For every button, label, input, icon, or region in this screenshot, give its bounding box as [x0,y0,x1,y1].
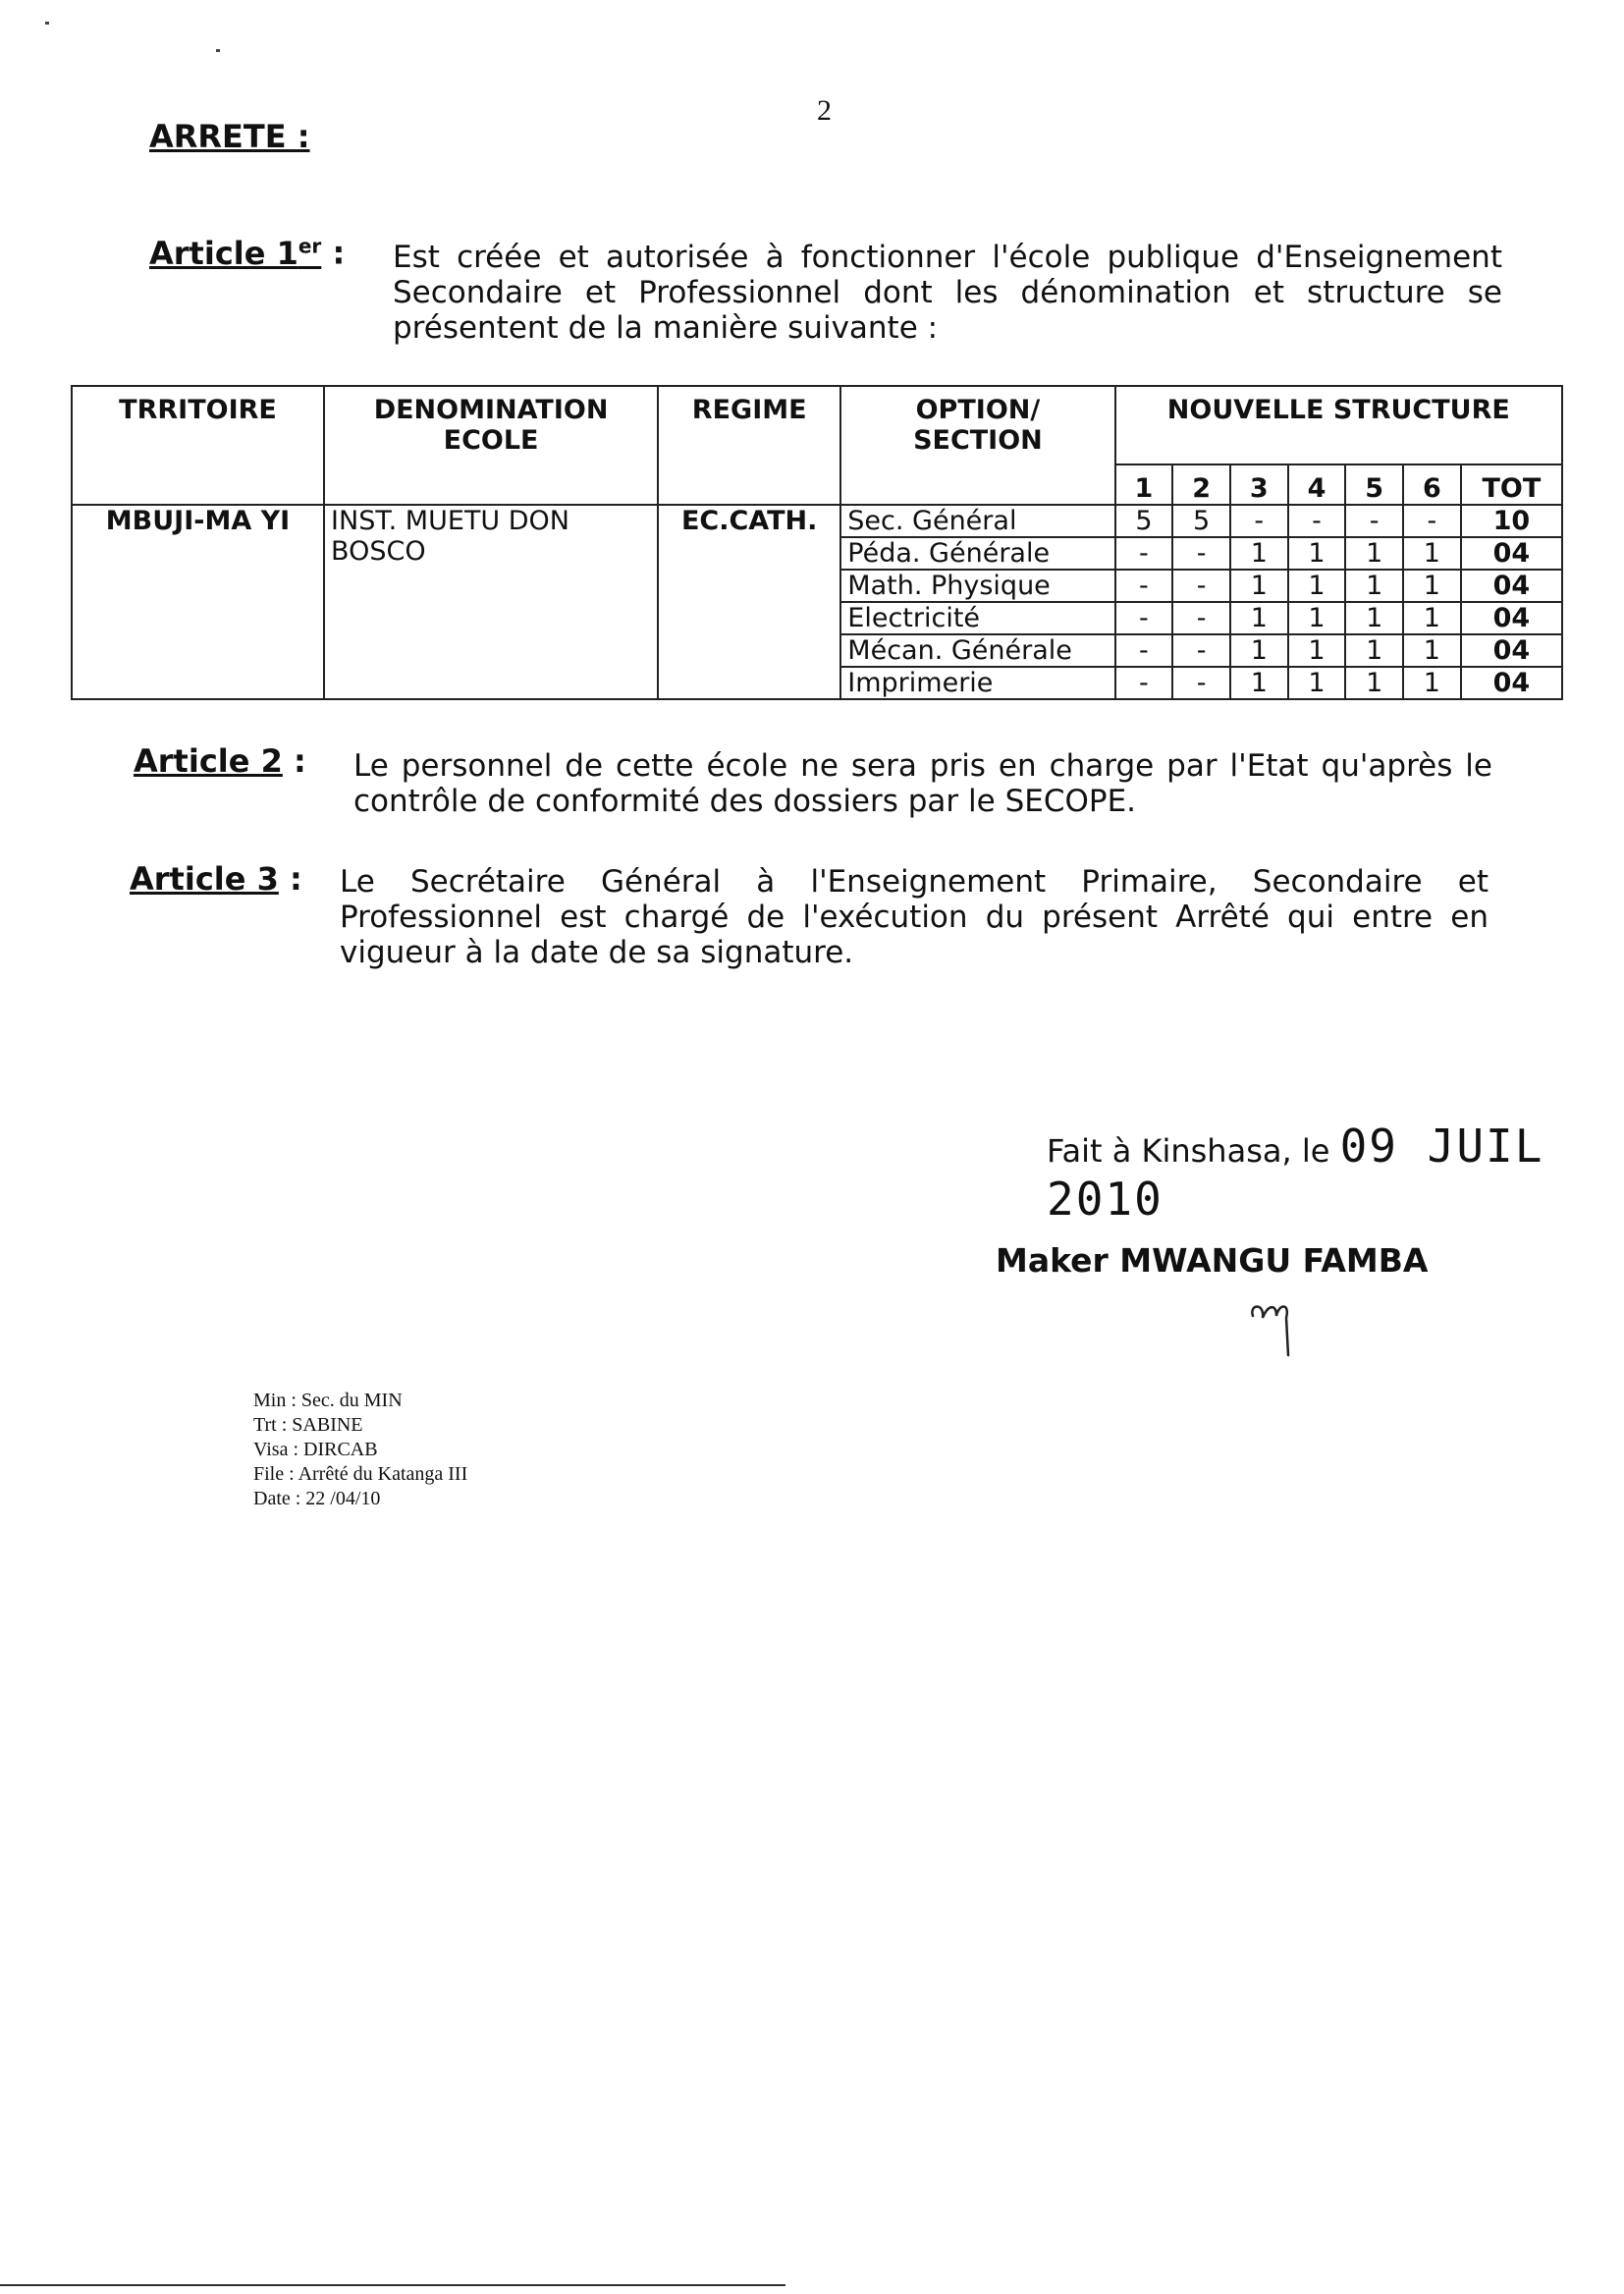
cell-value: 1 [1403,537,1461,570]
cell-value: 1 [1288,634,1346,667]
meta-line: Trt : SABINE [253,1414,363,1436]
cell-value: - [1288,505,1346,537]
cell-total: 04 [1461,570,1562,602]
cell-value: 1 [1230,537,1288,570]
header-territoire: TRRITOIRE [72,386,324,505]
cell-value: 5 [1115,505,1173,537]
handwritten-signature [1247,1296,1316,1365]
header-col-6: 6 [1403,464,1461,505]
meta-line: File : Arrêté du Katanga III [253,1463,468,1485]
meta-line: Visa : DIRCAB [253,1439,378,1460]
article-2-label: Article 2 : [134,742,306,780]
school-structure-table [71,385,1563,700]
cell-total: 04 [1461,537,1562,570]
signer-name: Maker MWANGU FAMBA [996,1241,1429,1280]
cell-value: 1 [1288,667,1346,699]
decree-heading: ARRETE : [149,118,310,155]
cell-value: - [1172,537,1230,570]
cell-value: - [1345,505,1403,537]
scan-speck [216,49,220,52]
cell-value: - [1115,570,1173,602]
cell-value: - [1115,667,1173,699]
cell-total: 04 [1461,667,1562,699]
header-col-3: 3 [1230,464,1288,505]
cell-value: 1 [1345,634,1403,667]
cell-value: 1 [1403,634,1461,667]
cell-regime: EC.CATH. [658,505,840,699]
cell-value: - [1115,634,1173,667]
cell-value: 1 [1403,667,1461,699]
cell-option: Imprimerie [840,667,1114,699]
cell-option: Electricité [840,602,1114,634]
cell-value: 1 [1345,570,1403,602]
meta-line: Date : 22 /04/10 [253,1488,381,1509]
table-header-row [72,386,1562,464]
cell-total: 10 [1461,505,1562,537]
cell-value: 1 [1230,570,1288,602]
article-1-text: Est créée et autorisée à fonctionner l'école publique d'Enseignement Secondaire et Professionnel dont les dénomination et structure se présentent de la manière suivante : [393,240,1502,346]
header-col-2: 2 [1172,464,1230,505]
cell-value: 1 [1345,537,1403,570]
cell-value: 1 [1345,602,1403,634]
cell-total: 04 [1461,602,1562,634]
article-3-text: Le Secrétaire Général à l'Enseignement Primaire, Secondaire et Professionnel est chargé de l'exécution du présent Arrêté qui entre en vigueur à la date de sa signature. [340,864,1489,970]
cell-value: 1 [1345,667,1403,699]
cell-value: 1 [1403,602,1461,634]
cell-value: - [1172,634,1230,667]
table-row [72,505,1562,537]
place-date-line [1047,1120,1624,1226]
cell-option: Péda. Générale [840,537,1114,570]
cell-value: 1 [1230,634,1288,667]
date-stamp: 09 JUIL 2010 [1047,1120,1544,1226]
cell-value: 1 [1230,667,1288,699]
header-col-5: 5 [1345,464,1403,505]
cell-value: 1 [1403,570,1461,602]
cell-value: - [1172,602,1230,634]
cell-value: - [1230,505,1288,537]
cell-denomination: INST. MUETU DON BOSCO [324,505,658,699]
cell-value: 1 [1288,537,1346,570]
article-1-label: Article 1er : [149,234,346,272]
cell-value: 5 [1172,505,1230,537]
cell-value: - [1115,537,1173,570]
header-col-4: 4 [1288,464,1346,505]
header-regime: REGIME [658,386,840,505]
file-reference-block [253,1389,467,1511]
cell-value: - [1403,505,1461,537]
cell-total: 04 [1461,634,1562,667]
article-2-text: Le personnel de cette école ne sera pris en charge par l'Etat qu'après le contrôle de conformité des dossiers par le SECOPE. [353,748,1492,819]
cell-value: 1 [1288,602,1346,634]
scan-speck [45,22,49,25]
cell-value: 1 [1230,602,1288,634]
cell-option: Math. Physique [840,570,1114,602]
cell-value: - [1115,602,1173,634]
cell-territoire: MBUJI-MA YI [72,505,324,699]
page-number: 2 [817,94,832,127]
cell-option: Mécan. Générale [840,634,1114,667]
cell-value: - [1172,570,1230,602]
header-option: OPTION/ SECTION [840,386,1114,505]
header-structure: NOUVELLE STRUCTURE [1115,386,1562,464]
cell-value: 1 [1288,570,1346,602]
header-denomination: DENOMINATION ECOLE [324,386,658,505]
meta-line: Min : Sec. du MIN [253,1390,403,1411]
cell-value: - [1172,667,1230,699]
header-col-tot: TOT [1461,464,1562,505]
cell-option: Sec. Général [840,505,1114,537]
bottom-edge-line [0,2284,785,2286]
place-text: Fait à Kinshasa, le [1047,1132,1330,1170]
header-col-1: 1 [1115,464,1173,505]
article-3-label: Article 3 : [130,860,302,898]
